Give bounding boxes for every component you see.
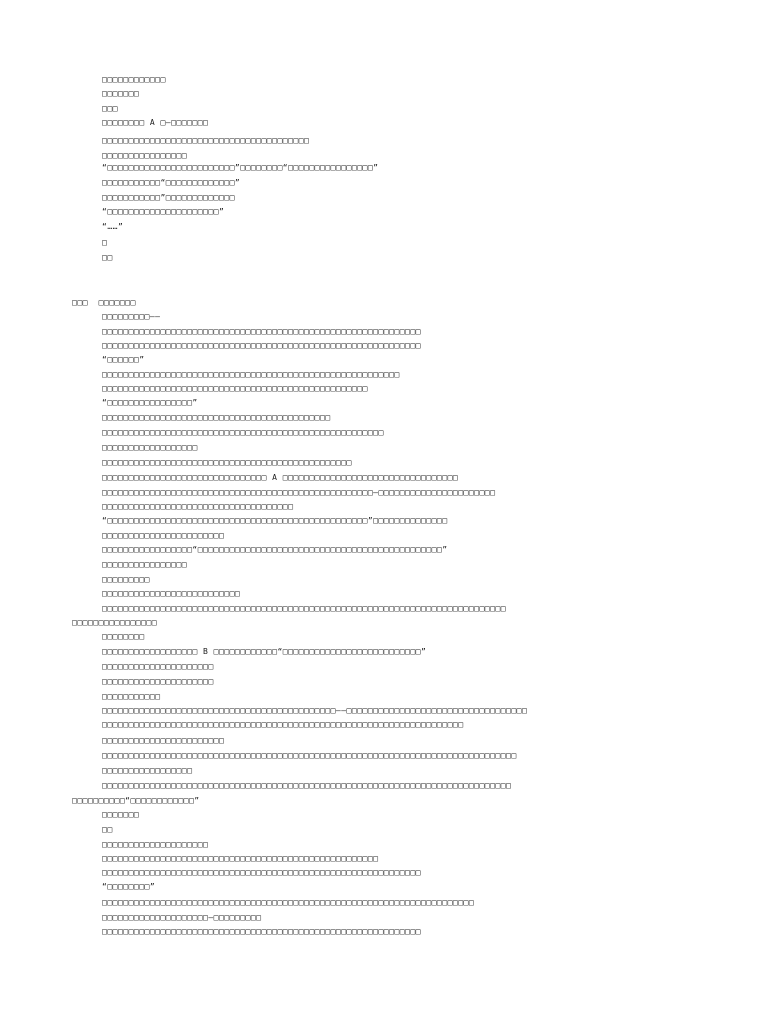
text-line: □□□□□□□□□□□□□□□□□□□□□□□□□□□□□□□ A □□□□□□□□□□□□□□□□□□□□□□□□□□□□□□□□□ [102, 473, 459, 482]
text-line: □□□□□□□□ A □—□□□□□□□ [102, 118, 209, 127]
text-line: □□□□□□□□□□□□□□□□ [72, 618, 158, 627]
text-line: □□□□□□□□□□□□□□□□□□□□□□□□□□□□□□□□□□□□□□□□□□□□□□□□□□□□□□□□□□□□□□□□□□□□□□□□□□□□□ [102, 781, 512, 790]
text-line: □□□□□□□□□□□□□□□□□□□□□□□□□□□□□□□□□□□□□□□□□□□□□□□ [102, 458, 352, 467]
text-line: □□□□□□□□□□□□□□□□□□□□□□□□□□□□□□□□□□□□□□□□□□□□□□□□□□□□□□□□□□□□ [102, 927, 421, 936]
text-line: “□□□□□□□□□□□□□□□□□□□□□□□□□□□□□□□□□□□□□□□□□□□□□□□□□”□□□□□□□□□□□□□□ [102, 516, 448, 525]
text-line: □□□□□□□ [102, 810, 140, 819]
text-line: □□□□□□□□□□□□□□□□□□□□□ [102, 662, 214, 671]
text-line: “□□□□□□□□□□□□□□□□□□□□□□□□”□□□□□□□□“□□□□□□□□□□□□□□□□” [102, 163, 379, 172]
text-line: □□□□□□□□□□□□□□□□□□□□□□□□□□□□□□□□□□□□□□□□□□□□□□□□□□□□□ [102, 428, 384, 437]
text-line: □□□□□□□□□□□□□□□□□□□□□□□□□□□□□□□□□□□□□□□□□□□□□□□□□□□□□□□□□□□□ [102, 341, 421, 350]
text-line: □□□□□□□□□□□□□□□□□□□□□□□□□□□□□□□□□□□□ [102, 502, 294, 511]
text-line: □□□□□□□□□—— [102, 312, 161, 321]
text-line: “□□□□□□□□” [102, 882, 156, 891]
text-line: □□ [102, 825, 113, 834]
text-line: □□□□□□□□□□□□□□□□□□□□□□□□□□□□□□□□□□□□□□□□□□□ [102, 413, 331, 422]
text-line: □□□ [102, 104, 118, 113]
text-line: □□□□□□□□□□□□□□□□□□□□□□□□□□□□□□□□□□□□□□□□□□□□□□□□□□□□ [102, 854, 379, 863]
text-line: □□□□□□□□□ [102, 575, 150, 584]
text-line: □□□□□□□□□□□□□□□□□□□□□□□□□□□□□□□□□□□□□□□□□□□□——□□□□□□□□□□□□□□□□□□□□□□□□□□□□□□□□□□ [102, 706, 528, 715]
text-line: “□□□□□□□□□□□□□□□□□□□□□” [102, 207, 225, 216]
text-line: □□□□□□□□□□□□□□□□□□ [102, 443, 198, 452]
text-line: □□□□□□□□□□□□□□□□□□□□□□□□□□□□□□□□□□□□□□□□□□□□□□□□□□□□□□□□ [102, 370, 400, 379]
text-line: □□□□□□□□□□□□□□□□□□□□—□□□□□□□□□ [102, 913, 262, 922]
text-line: □□□□□□□□□□□“□□□□□□□□□□□□□” [102, 178, 241, 187]
text-line: □□□□□□□□□□□□□□□□□□□□□□□□□□□□□□□□□□□□□□□□□□□□□□□□□□□□□□□□□□□□□□□□□□□□□□□□□□□□ [102, 604, 507, 613]
text-line: □□ [102, 253, 113, 262]
text-line: □□□□□□□□□□□□□□□□ [102, 560, 188, 569]
text-line: □□□□□□□□□□□□□□□□ [102, 151, 188, 160]
text-line: “□□□□□□” [102, 355, 145, 364]
text-line: □□□□□□□□□□□□□□□□□□□□□□□ [102, 531, 225, 540]
text-line: □□□□□□□ [102, 89, 140, 98]
text-line: □□□□□□□□□□□ [102, 692, 161, 701]
text-line: “……” [102, 222, 124, 231]
text-line: □□□□□□□□□□□□□□□□□□□□□□□□□□□□□□□□□□□□□□□□□□□□□□□□□□□□□□□□□□□□□□□□□□□□ [102, 720, 464, 729]
text-line: □□□□□□□□□□□□□□□□□□ B □□□□□□□□□□□□“□□□□□□□□□□□□□□□□□□□□□□□□□□” [102, 647, 427, 656]
text-line: □□□□□□□□□□□□□□□□□ [102, 766, 193, 775]
text-line: □□□□□□□□□□□□□□□□□□□□□□□□□□□□□□□□□□□□□□□□□□□□□□□□□□□□□□□□□□□□ [102, 868, 421, 877]
text-line: “□□□□□□□□□□□□□□□□” [102, 398, 198, 407]
text-line: □□□□□□□□□□□□ [102, 75, 166, 84]
section-heading: □□□ □□□□□□□ [72, 298, 136, 307]
text-line: □□□□□□□□□□□□□□□□□□□□□□□□□□□□□□□□□□□□□□□□□□□□□□□□□□□□□□□□□□□□□□□□□□□□□□ [102, 898, 475, 907]
text-line: □□□□□□□□□□□□□□□□□□□□□□□□□□ [102, 589, 241, 598]
text-line: □□□□□□□□ [102, 632, 145, 641]
text-line: □□□□□□□□□□“□□□□□□□□□□□□” [72, 796, 200, 805]
text-line: □□□□□□□□□□□□□□□□□□□□□□□□□□□□□□□□□□□□□□□ [102, 136, 310, 145]
text-line: □□□□□□□□□□□□□□□□□□□□ [102, 840, 209, 849]
text-line: □□□□□□□□□□□□□□□□□“□□□□□□□□□□□□□□□□□□□□□□□□□□□□□□□□□□□□□□□□□□□□□□” [102, 545, 448, 554]
text-line: □□□□□□□□□□□”□□□□□□□□□□□□□ [102, 193, 235, 202]
text-line: □□□□□□□□□□□□□□□□□□□□□□□□□□□□□□□□□□□□□□□□□□□□□□□□□□□—□□□□□□□□□□□□□□□□□□□□□□ [102, 488, 496, 497]
text-line: □□□□□□□□□□□□□□□□□□□□□ [102, 677, 214, 686]
text-line: □□□□□□□□□□□□□□□□□□□□□□□□□□□□□□□□□□□□□□□□□□□□□□□□□□ [102, 384, 368, 393]
text-line: □□□□□□□□□□□□□□□□□□□□□□□ [102, 736, 225, 745]
text-line: □□□□□□□□□□□□□□□□□□□□□□□□□□□□□□□□□□□□□□□□□□□□□□□□□□□□□□□□□□□□ [102, 327, 421, 336]
text-line: □ [102, 238, 108, 247]
text-line: □□□□□□□□□□□□□□□□□□□□□□□□□□□□□□□□□□□□□□□□□□□□□□□□□□□□□□□□□□□□□□□□□□□□□□□□□□□□□□ [102, 751, 517, 760]
